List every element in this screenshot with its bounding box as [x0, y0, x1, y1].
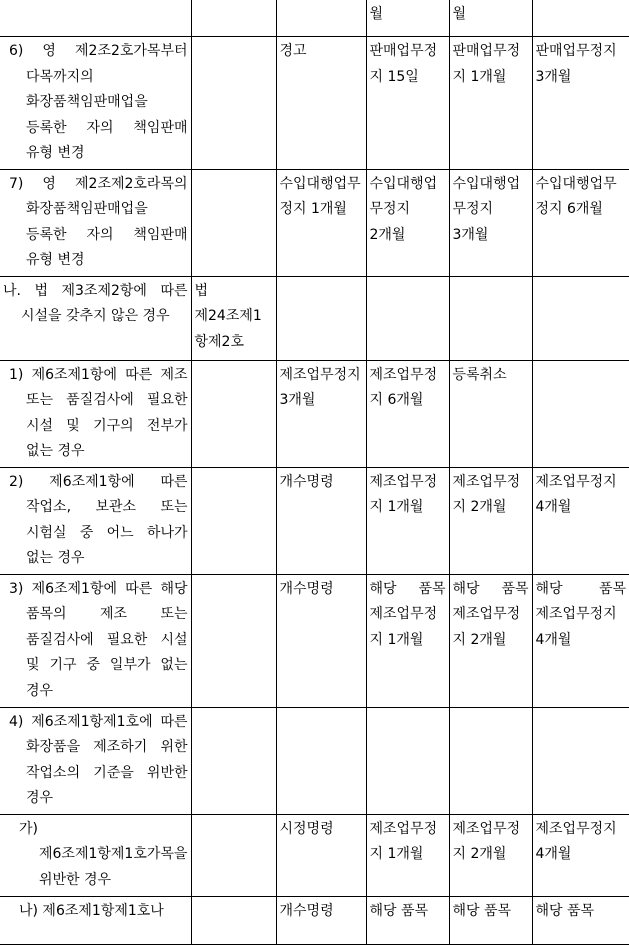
legal-basis-cell [191, 707, 276, 814]
penalty-4th-cell: 제조업무정지 4개월 [532, 467, 629, 574]
penalty-4th-cell [532, 707, 629, 814]
penalty-3rd-cell [449, 707, 532, 814]
penalty-4th-cell [532, 360, 629, 467]
legal-basis-cell [191, 0, 276, 37]
penalty-3rd-cell: 수입대행업무정지 3개월 [449, 169, 532, 276]
legal-basis-cell [191, 814, 276, 896]
violation-cell: 나) 제6조제1항제1호나 [0, 896, 191, 944]
penalty-3rd-cell: 제조업무정지 2개월 [449, 467, 532, 574]
legal-basis-cell [191, 896, 276, 944]
penalty-3rd-cell: 등록취소 [449, 360, 532, 467]
violation-cell: 1) 제6조제1항에 따른 제조 또는 품질검사에 필요한 시설 및 기구의 전부가 없는 경우 [0, 360, 191, 467]
violation-cell: 6) 영 제2조2호가목부터 다목까지의 화장품책임판매업을 등록한 자의 책임판매 유형 변경 [0, 37, 191, 170]
violation-cell: 7) 영 제2조제2호라목의 화장품책임판매업을 등록한 자의 책임판매 유형 변경 [0, 169, 191, 276]
penalty-4th-cell: 해당 품목 [532, 896, 629, 944]
violation-cell: 가) 제6조제1항제1호가목을 위반한 경우 [0, 814, 191, 896]
penalty-2nd-cell: 제조업무정지 1개월 [366, 467, 449, 574]
penalty-1st-cell: 수입대행업무정지 1개월 [276, 169, 366, 276]
table-row [0, 360, 629, 467]
violation-cell: 나. 법 제3조제2항에 따른 시설을 갖추지 않은 경우 [0, 276, 191, 360]
table-row [0, 0, 629, 37]
penalty-2nd-cell [366, 707, 449, 814]
legal-basis-cell [191, 37, 276, 170]
penalty-2nd-cell: 판매업무정지 15일 [366, 37, 449, 170]
penalty-3rd-cell: 제조업무정지 2개월 [449, 814, 532, 896]
table-row [0, 896, 629, 944]
penalty-1st-cell: 개수명령 [276, 574, 366, 707]
penalty-2nd-cell: 제조업무정지 6개월 [366, 360, 449, 467]
penalty-1st-cell: 개수명령 [276, 467, 366, 574]
violation-cell: 3) 제6조제1항에 따른 해당 품목의 제조 또는 품질검사에 필요한 시설 및 기구 중 일부가 없는 경우 [0, 574, 191, 707]
table-row [0, 467, 629, 574]
legal-basis-cell [191, 574, 276, 707]
penalty-4th-cell: 제조업무정지 4개월 [532, 814, 629, 896]
violation-cell: 4) 제6조제1항제1호에 따른 화장품을 제조하기 위한 작업소의 기준을 위반한 경우 [0, 707, 191, 814]
penalty-3rd-cell: 해당 품목 제조업무정지 2개월 [449, 574, 532, 707]
legal-basis-cell [191, 169, 276, 276]
penalty-1st-cell: 개수명령 [276, 896, 366, 944]
penalty-3rd-cell [449, 276, 532, 360]
penalty-1st-cell [276, 707, 366, 814]
penalty-3rd-cell: 월 [449, 0, 532, 37]
legal-basis-cell [191, 467, 276, 574]
penalty-2nd-cell: 해당 품목 제조업무정지 1개월 [366, 574, 449, 707]
penalty-3rd-cell: 해당 품목 [449, 896, 532, 944]
penalty-2nd-cell: 월 [366, 0, 449, 37]
table-row [0, 814, 629, 896]
violation-cell [0, 0, 191, 37]
table-row [0, 707, 629, 814]
violation-cell: 2) 제6조제1항에 따른 작업소, 보관소 또는 시험실 중 어느 하나가 없는 경우 [0, 467, 191, 574]
penalty-1st-cell: 시정명령 [276, 814, 366, 896]
penalty-3rd-cell: 판매업무정지 1개월 [449, 37, 532, 170]
penalty-2nd-cell: 수입대행업무정지 2개월 [366, 169, 449, 276]
penalty-2nd-cell: 제조업무정지 1개월 [366, 814, 449, 896]
penalty-4th-cell: 해당 품목 제조업무정지 4개월 [532, 574, 629, 707]
penalty-2nd-cell [366, 276, 449, 360]
penalty-1st-cell [276, 276, 366, 360]
penalty-2nd-cell: 해당 품목 [366, 896, 449, 944]
table-row [0, 37, 629, 170]
table-row [0, 169, 629, 276]
legal-basis-cell [191, 360, 276, 467]
penalty-4th-cell [532, 0, 629, 37]
table-row [0, 276, 629, 360]
penalty-1st-cell: 경고 [276, 37, 366, 170]
penalty-4th-cell: 수입대행업무정지 6개월 [532, 169, 629, 276]
legal-basis-cell: 법 제24조제1항제2호 [191, 276, 276, 360]
penalty-4th-cell: 판매업무정지 3개월 [532, 37, 629, 170]
table-row [0, 574, 629, 707]
penalty-1st-cell [276, 0, 366, 37]
penalty-1st-cell: 제조업무정지 3개월 [276, 360, 366, 467]
penalty-4th-cell [532, 276, 629, 360]
